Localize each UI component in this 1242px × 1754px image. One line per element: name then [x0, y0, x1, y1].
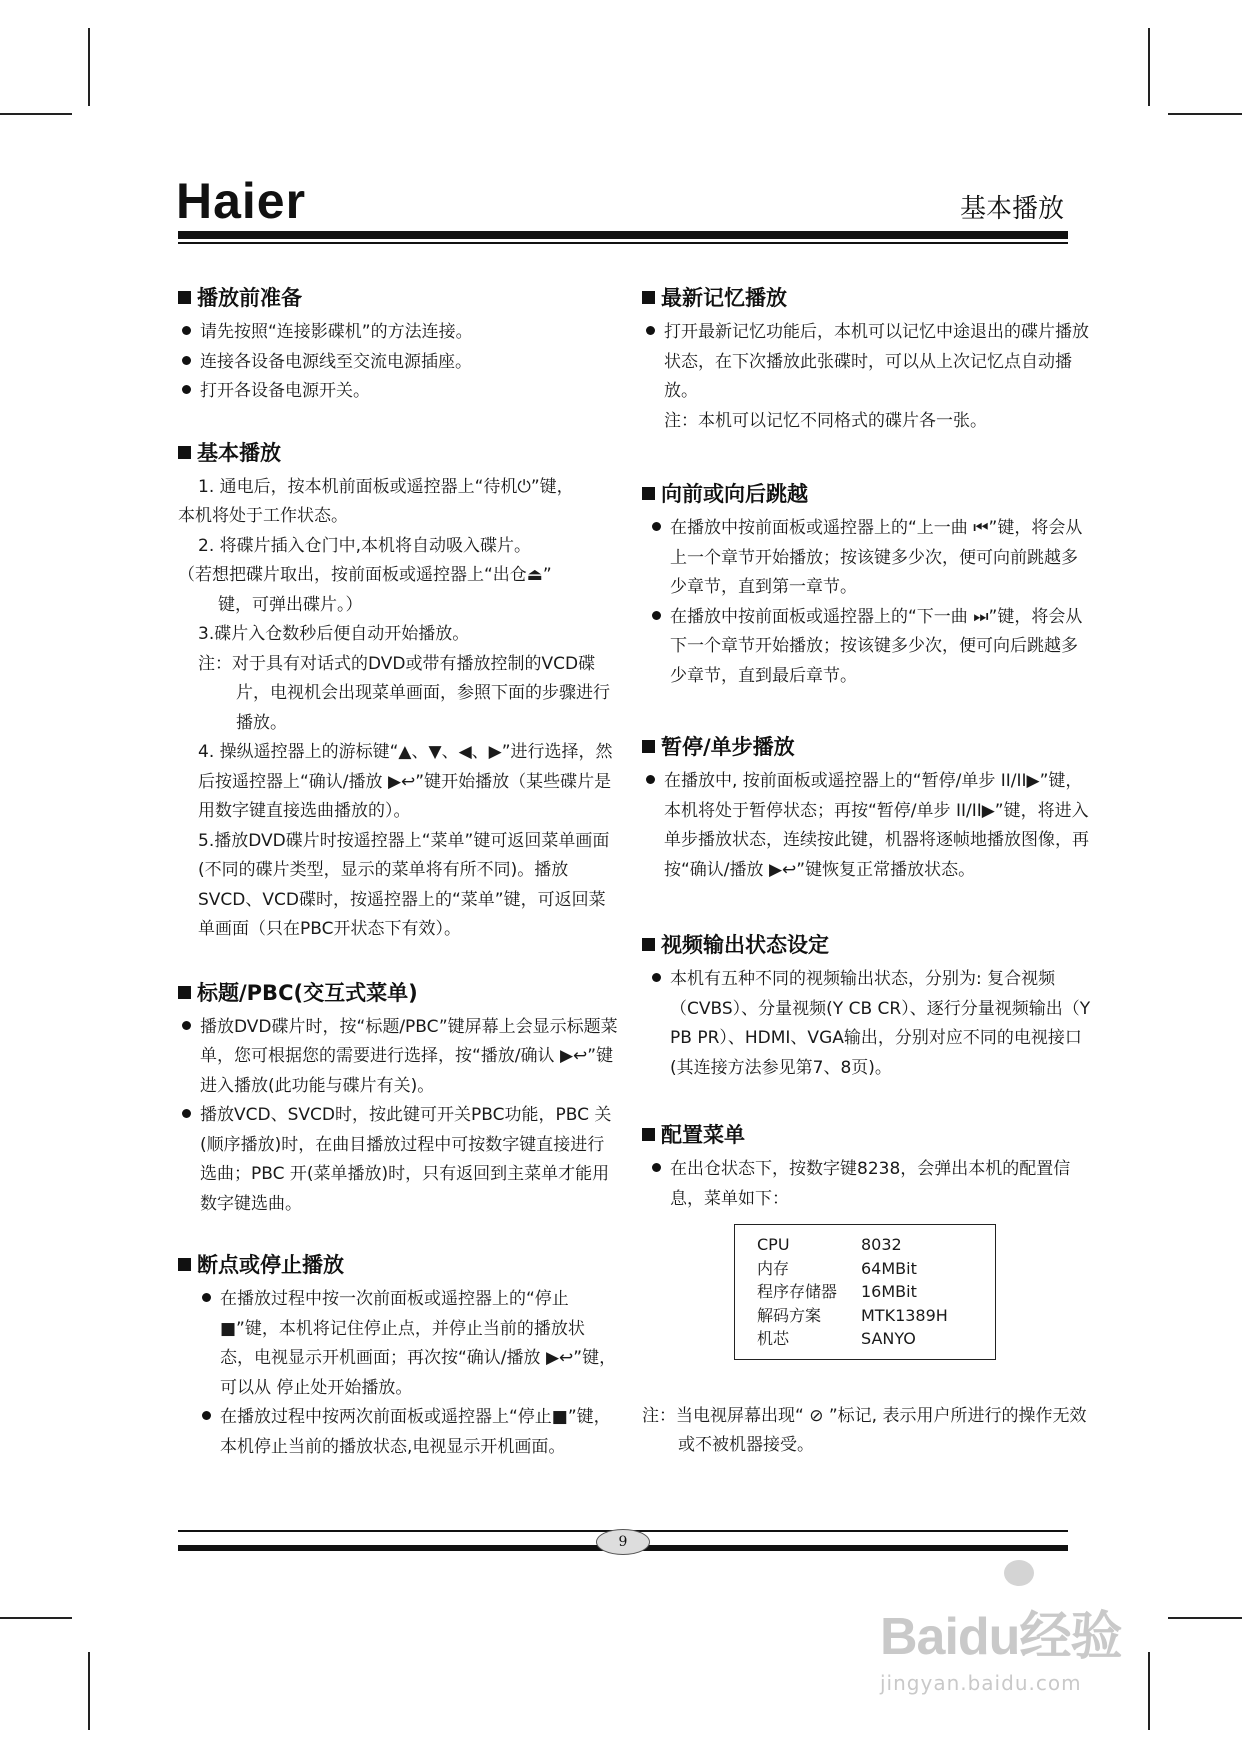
- config-info-box: [734, 1224, 996, 1360]
- section-title: 基本播放: [178, 437, 618, 469]
- section-pbc: [178, 977, 618, 1220]
- page-number: 9: [596, 1529, 650, 1555]
- list-item: 请先按照“连接影碟机”的方法连接。: [178, 318, 618, 348]
- config-row: 内存 64MBit: [757, 1258, 917, 1278]
- section-title: 向前或向后跳越: [642, 478, 1092, 510]
- crop-mark: [0, 113, 72, 115]
- paragraph: 4. 操纵遥控器上的游标键“▲、▼、◀、▶”进行选择，然后按遥控器上“确认/播放 ▶↩”键开始播放（某些碟片是用数字键直接选曲播放的）。: [198, 742, 613, 821]
- bullet-icon: [182, 1021, 191, 1030]
- square-bullet-icon: [642, 487, 655, 500]
- square-bullet-icon: [178, 1258, 191, 1271]
- list-item: 在播放过程中按两次前面板或遥控器上“停止■”键，本机停止当前的播放状态,电视显示开机画面。: [178, 1403, 618, 1462]
- crop-mark: [1148, 1652, 1150, 1730]
- list-item: 在播放中按前面板或遥控器上的“下一曲 ⏭”键，将会从下一个章节开始播放；按该键多少次，便可向后跳越多少章节，直到最后章节。: [642, 603, 1092, 692]
- square-bullet-icon: [642, 1128, 655, 1141]
- square-bullet-icon: [642, 938, 655, 951]
- square-bullet-icon: [178, 291, 191, 304]
- paragraph: 1. 通电后，按本机前面板或遥控器上“待机⏻”键，: [198, 476, 574, 497]
- header-rule: [178, 231, 1068, 239]
- right-column: [642, 282, 1092, 1461]
- watermark: [880, 1594, 1121, 1695]
- section-video-output: [642, 929, 1092, 1083]
- bullet-icon: [182, 326, 191, 335]
- bullet-icon: [652, 611, 661, 620]
- list-item: 在播放过程中按一次前面板或遥控器上的“停止■”键，本机将记住停止点，并停止当前的播放状态，电视显示开机画面；再次按“确认/播放 ▶↩”键，可以从 停止处开始播放。: [178, 1285, 618, 1403]
- list-item: 本机有五种不同的视频输出状态，分别为: 复合视频（CVBS）、分量视频(Y CB CR）、逐行分量视频输出（Y PB PR）、HDMI、VGA输出，分别对应不同的电视接口(其连接方法参见第7、8页)。: [642, 965, 1092, 1083]
- list-item: 播放DVD碟片时，按“标题/PBC”键屏幕上会显示标题菜单，您可根据您的需要进行选择，按“播放/确认 ▶↩”键进入播放(此功能与碟片有关)。: [178, 1013, 618, 1102]
- section-title: 断点或停止播放: [178, 1249, 618, 1281]
- section-pause: [642, 731, 1092, 885]
- bullet-icon: [652, 973, 661, 982]
- note: 注：对于具有对话式的DVD或带有播放控制的VCD碟片，电视机会出现菜单画面，参照下面的步骤进行播放。: [198, 653, 610, 733]
- baidu-paw-icon: [1004, 1560, 1034, 1586]
- crop-mark: [88, 1652, 90, 1730]
- paragraph: （若想把碟片取出，按前面板或遥控器上“出仓⏏”: [178, 565, 552, 585]
- invalid-operation-note: 注：当电视屏幕出现“ ⊘ ”标记, 表示用户所进行的操作无效或不被机器接受。: [642, 1405, 1087, 1455]
- square-bullet-icon: [178, 446, 191, 459]
- list-item: 打开最新记忆功能后，本机可以记忆中途退出的碟片播放状态，在下次播放此张碟时，可以从上次记忆点自动播放。: [642, 318, 1092, 407]
- section-title: 暂停/单步播放: [642, 731, 1092, 763]
- bullet-icon: [646, 326, 655, 335]
- page-title: 基本播放: [960, 194, 1065, 224]
- list-item: 在出仓状态下，按数字键8238，会弹出本机的配置信息，菜单如下：: [642, 1155, 1092, 1214]
- bullet-icon: [646, 775, 655, 784]
- section-stop: [178, 1249, 618, 1462]
- section-basic-play: [178, 437, 618, 945]
- list-item: 连接各设备电源线至交流电源插座。: [178, 348, 618, 378]
- config-row: 机芯 SANYO: [757, 1329, 916, 1348]
- section-title: 配置菜单: [642, 1119, 1092, 1151]
- crop-mark: [1168, 1617, 1242, 1619]
- crop-mark: [88, 28, 90, 106]
- square-bullet-icon: [642, 291, 655, 304]
- bullet-icon: [202, 1411, 211, 1420]
- list-item: 在播放中按前面板或遥控器上的“上一曲 ⏮”键，将会从上一个章节开始播放；按该键多少次，便可向前跳越多少章节，直到第一章节。: [642, 514, 1092, 603]
- list-item: 在播放中, 按前面板或遥控器上的“暂停/单步 II/II▶”键，本机将处于暂停状态；再按“暂停/单步 II/II▶”键，将进入单步播放状态，连续按此键，机器将逐帧地播放图像，再按“确认/播放 ▶↩”键恢复正常播放状态。: [642, 767, 1092, 885]
- crop-mark: [1168, 113, 1242, 115]
- bullet-icon: [182, 1109, 191, 1118]
- brand-logo: Haier: [176, 173, 307, 229]
- bullet-icon: [202, 1293, 211, 1302]
- square-bullet-icon: [642, 740, 655, 753]
- paragraph: 本机将处于工作状态。: [178, 506, 348, 526]
- section-title: 标题/PBC(交互式菜单): [178, 977, 618, 1009]
- section-memory: [642, 282, 1092, 436]
- watermark-url: jingyan.baidu.com: [880, 1671, 1082, 1695]
- section-prep: [178, 282, 618, 407]
- bullet-icon: [182, 356, 191, 365]
- config-row: 程序存储器 16MBit: [757, 1282, 917, 1301]
- list-item: 打开各设备电源开关。: [178, 377, 618, 407]
- paragraph: 3.碟片入仓数秒后便自动开始播放。: [198, 624, 470, 644]
- square-bullet-icon: [178, 986, 191, 999]
- config-row: 解码方案 MTK1389H: [757, 1305, 948, 1325]
- bullet-icon: [652, 522, 661, 531]
- header-rule-thin: [178, 242, 1068, 244]
- bullet-icon: [182, 385, 191, 394]
- crop-mark: [1148, 28, 1150, 106]
- paragraph: 5.播放DVD碟片时按遥控器上“菜单”键可返回菜单画面(不同的碟片类型，显示的菜单将有所不同)。播放SVCD、VCD碟时，按遥控器上的“菜单”键，可返回菜单画面（只在PBC开状态下有效）。: [198, 830, 610, 939]
- section-title: 最新记忆播放: [642, 282, 1092, 314]
- section-config-menu: [642, 1119, 1092, 1360]
- paragraph: 键，可弹出碟片。）: [218, 594, 363, 615]
- section-title: 播放前准备: [178, 282, 618, 314]
- bullet-icon: [652, 1163, 661, 1172]
- section-skip: [642, 478, 1092, 691]
- watermark-brand: Baidu经验: [880, 1608, 1122, 1666]
- config-row: CPU 8032: [757, 1235, 902, 1254]
- section-title: 视频输出状态设定: [642, 929, 1092, 961]
- left-column: [178, 282, 618, 1462]
- list-item: 播放VCD、SVCD时，按此键可开关PBC功能，PBC 关 (顺序播放)时，在曲目播放过程中可按数字键直接进行选曲；PBC 开(菜单播放)时，只有返回到主菜单才能用数字键选曲。: [178, 1101, 618, 1219]
- crop-mark: [0, 1617, 72, 1619]
- paragraph: 2. 将碟片插入仓门中,本机将自动吸入碟片。: [198, 535, 532, 556]
- note: 注：本机可以记忆不同格式的碟片各一张。: [664, 410, 987, 431]
